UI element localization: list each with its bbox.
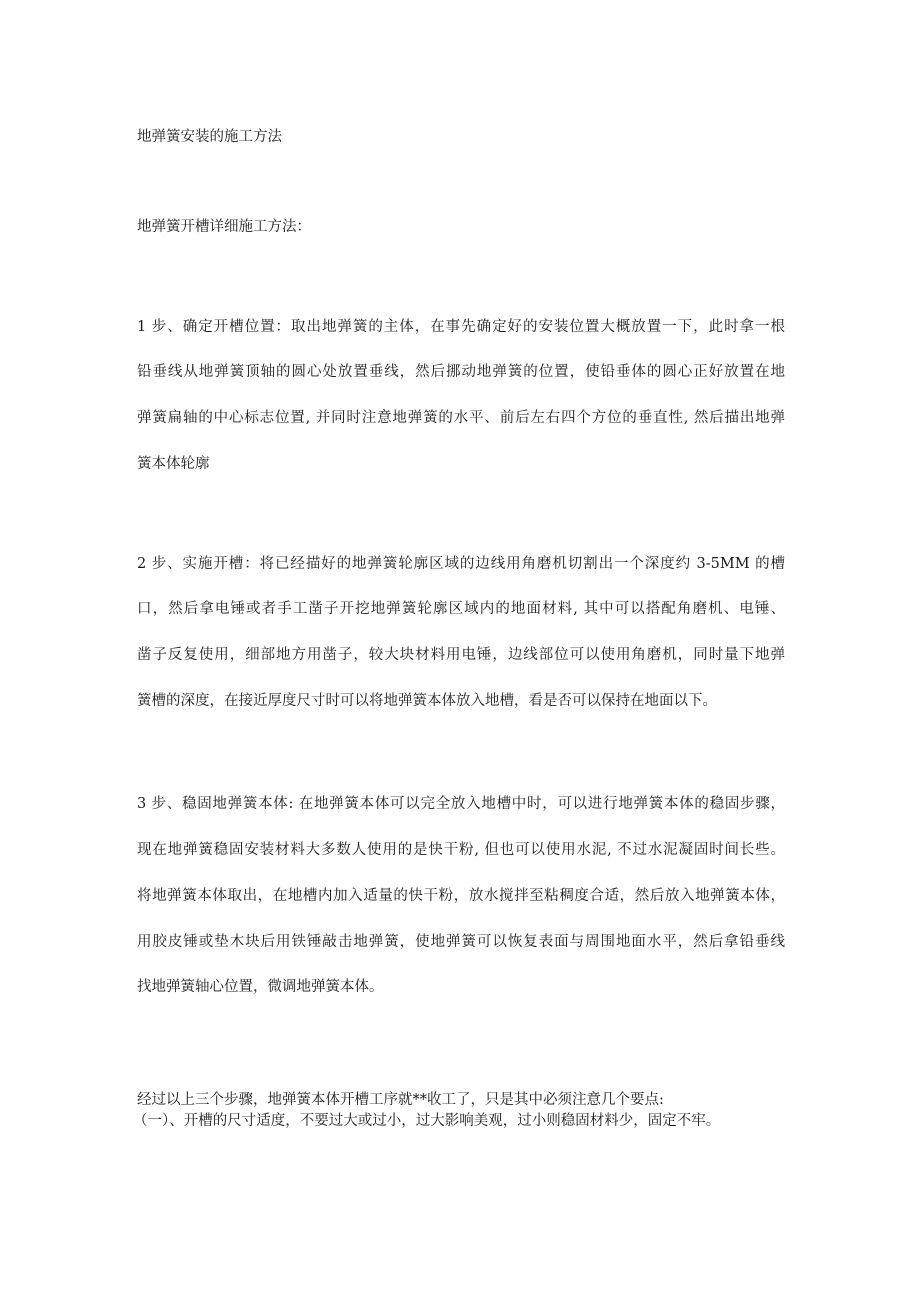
paragraph-line: 簧本体轮廓: [137, 456, 210, 472]
paragraph-line: 3 步、稳固地弹簧本体: 在地弹簧本体可以完全放入地槽中时，可以进行地弹簧本体的稳固步骤，: [137, 796, 785, 812]
paragraph-line: 2 步、实施开槽：将已经描好的地弹簧轮廓区域的边线用角磨机切割出一个深度约 3-5MM 的槽: [137, 556, 785, 572]
summary-text: 经过以上三个步骤，地弹簧本体开槽工序就**收工了，只是其中必须注意几个要点:: [137, 1092, 664, 1108]
paragraph-line: 1 步、确定开槽位置：取出地弹簧的主体，在事先确定好的安装位置大概放置一下，此时拿一根: [137, 319, 785, 335]
note-item-1: （一）、开槽的尺寸适度，不要过大或过小，过大影响美观，过小则稳固材料少，固定不牢。: [133, 1113, 721, 1129]
paragraph-line: 铅垂线从地弹簧顶轴的圆心处放置垂线，然后挪动地弹簧的位置，使铅垂体的圆心正好放置在地: [137, 364, 785, 380]
document-title: 地弹簧安装的施工方法: [137, 129, 282, 145]
paragraph-line: 找地弹簧轴心位置，微调地弹簧本体。: [137, 979, 384, 995]
paragraph-line: 簧槽的深度，在接近厚度尺寸时可以将地弹簧本体放入地槽，看是否可以保持在地面以下。: [137, 693, 717, 709]
paragraph-line: 凿子反复使用，细部地方用凿子，较大块材料用电锤，边线部位可以使用角磨机，同时量下地弹: [137, 647, 785, 663]
document-subtitle: 地弹簧开槽详细施工方法：: [137, 219, 311, 235]
paragraph-line: 现在地弹簧稳固安装材料大多数人使用的是快干粉, 但也可以使用水泥, 不过水泥凝固时间长些。: [137, 842, 785, 858]
paragraph-line: 用胶皮锤或垫木块后用铁锤敲击地弹簧，使地弹簧可以恢复表面与周围地面水平，然后拿铅垂线: [137, 934, 785, 950]
paragraph-line: 口，然后拿电锤或者手工凿子开挖地弹簧轮廓区域内的地面材料, 其中可以搭配角磨机、电锤、: [137, 601, 785, 617]
paragraph-line: 弹簧扁轴的中心标志位置, 并同时注意地弹簧的水平、前后左右四个方位的垂直性, 然后描出地弹: [137, 410, 785, 426]
paragraph-line: 将地弹簧本体取出，在地槽内加入适量的快干粉，放水搅拌至粘稠度合适，然后放入地弹簧本体，: [137, 888, 785, 904]
